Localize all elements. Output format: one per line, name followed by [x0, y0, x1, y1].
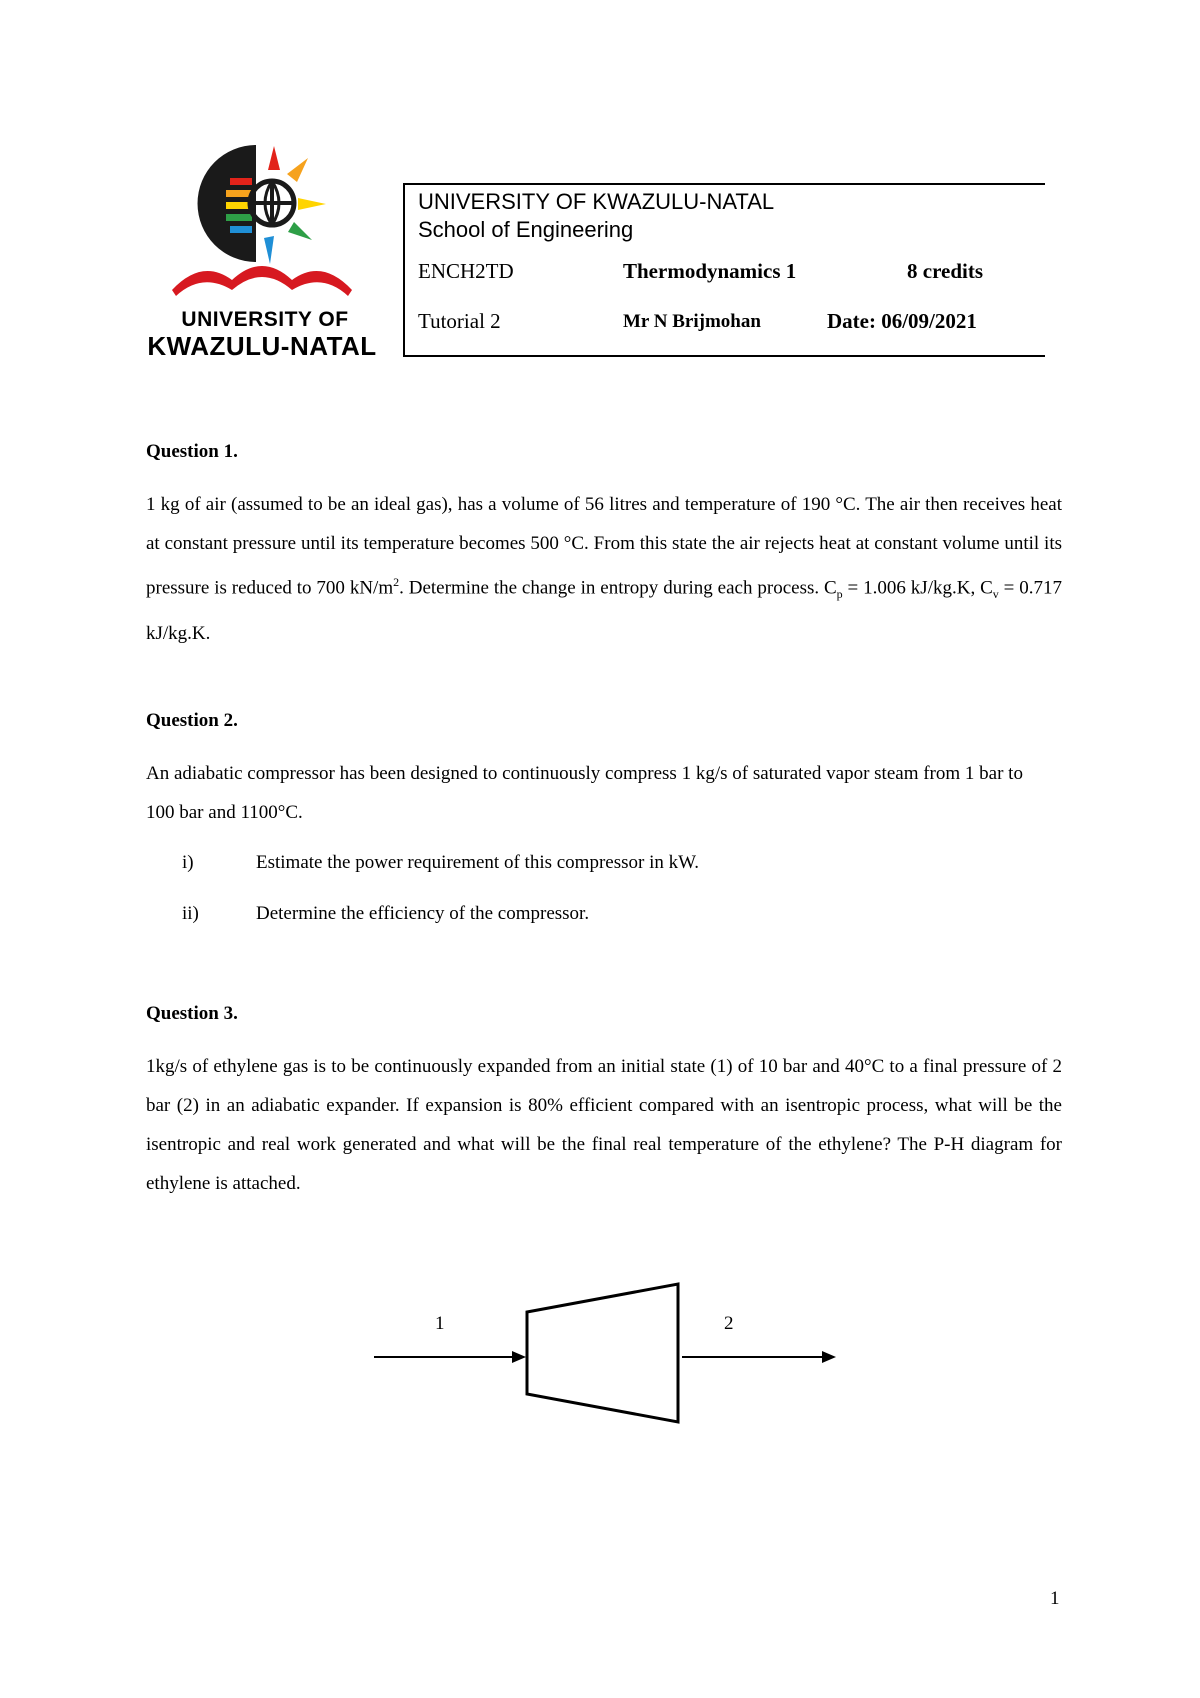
question-1-heading: Question 1. [146, 441, 238, 462]
q1-text-b: . Determine the change in entropy during each process. C [399, 577, 837, 599]
course-credits: 8 credits [907, 259, 984, 283]
outlet-arrowhead-icon [822, 1351, 836, 1363]
logo-line-1: UNIVERSITY OF [181, 308, 349, 331]
q1-subscript-p: p [836, 587, 843, 602]
question-2-text: An adiabatic compressor has been designed to continuously compress 1 kg/s of saturated vapor steam from 1 bar to 100 bar and 1100°C. [146, 763, 1023, 823]
course-code: ENCH2TD [418, 259, 514, 283]
q1-text-c: = 1.006 kJ/kg.K, C [842, 577, 993, 599]
list-number: ii) [182, 903, 199, 924]
school-name: School of Engineering [418, 217, 634, 242]
page-number: 1 [1050, 1588, 1060, 1609]
course-header-box [403, 183, 1045, 357]
list-number: i) [182, 852, 194, 873]
logo-line-2: KWAZULU-NATAL [147, 331, 377, 361]
expander-body [527, 1284, 678, 1422]
question-3-text: 1kg/s of ethylene gas is to be continuously expanded from an initial state (1) of 10 bar and 40°C to a final pressure of 2 bar (2) in an adiabatic expander. If expansion is 80% efficient compared with an isentropic process, what will be the isentropic and real work generated and what will be the final real temperature of the ethylene? The P-H diagram for ethylene is attached. [146, 1056, 1062, 1194]
tutorial-date: Date: 06/09/2021 [827, 309, 977, 333]
tutorial-number: Tutorial 2 [418, 309, 501, 333]
outlet-label: 2 [724, 1313, 734, 1334]
course-name: Thermodynamics 1 [623, 259, 797, 283]
question-3-heading: Question 3. [146, 1003, 238, 1024]
question-2-heading: Question 2. [146, 710, 238, 731]
question-1-text [146, 485, 1062, 653]
university-name: UNIVERSITY OF KWAZULU-NATAL [418, 189, 775, 214]
lecturer-name: Mr N Brijmohan [623, 311, 761, 332]
q1-subscript-v: v [992, 587, 999, 602]
q1-text-d: = 0.717 kJ/kg.K. [146, 577, 1063, 645]
q1-text-a: 1 kg of air (assumed to be an ideal gas), has a volume of 56 litres and temperature of 190 °C. The air then receives heat at constant pressure until its temperature becomes 500 °C. From this state the air rejects heat at constant volume until its pressure is reduced to 700 kN/m [146, 494, 1062, 599]
q1-superscript: 2 [393, 575, 400, 589]
list-text: Estimate the power requirement of this compressor in kW. [256, 852, 700, 873]
inlet-label: 1 [435, 1313, 445, 1334]
expander-diagram [360, 1270, 840, 1440]
inlet-arrowhead-icon [512, 1351, 526, 1363]
list-text: Determine the efficiency of the compressor. [256, 903, 590, 924]
